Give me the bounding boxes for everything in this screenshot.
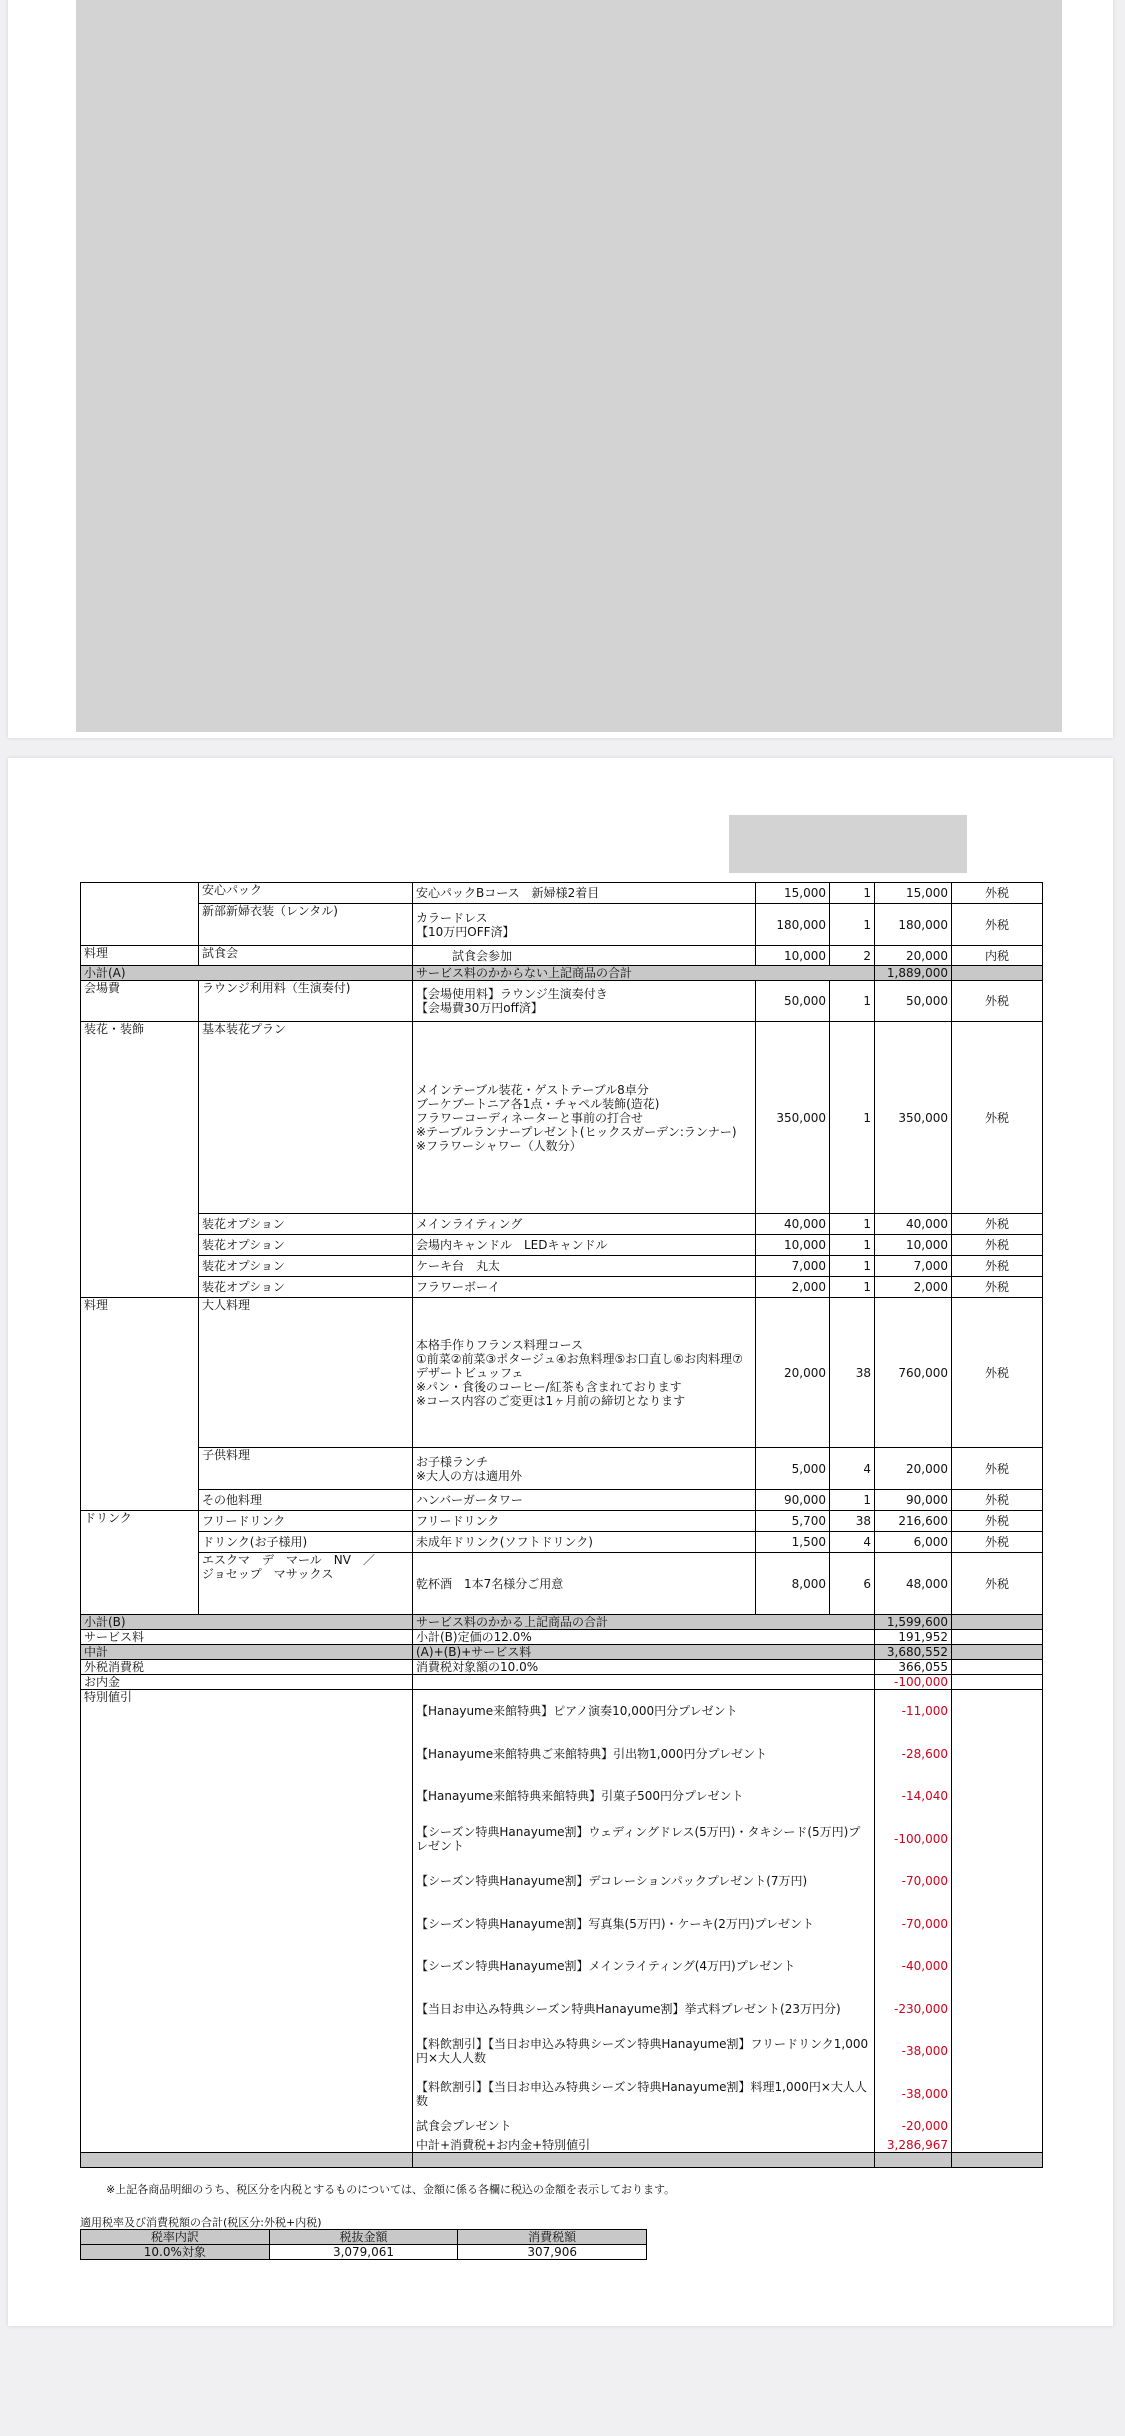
tax-type-cell: 外税 [952, 1235, 1043, 1256]
description-cell: ケーキ台 丸太 [413, 1256, 756, 1277]
item-cell: 新部新婦衣装（レンタル) [199, 904, 413, 946]
discount-description: 【シーズン特典Hanayume割】デコレーションパックプレゼント(7万円) [413, 1860, 875, 1903]
amount-cell: 20,000 [875, 1448, 952, 1490]
discount-amount: -100,000 [875, 1818, 952, 1860]
summary-amount: 366,055 [875, 1660, 952, 1675]
grand-total-row [81, 2153, 1043, 2168]
summary-amount [875, 2153, 952, 2168]
category-cell: ドリンク [81, 1511, 199, 1615]
tax-type-cell: 外税 [952, 981, 1043, 1022]
discount-amount: -11,000 [875, 1690, 952, 1733]
description-cell: 安心パックBコース 新婦様2着目 [413, 883, 756, 904]
price-cell: 10,000 [756, 946, 830, 966]
tax-amount-cell: 307,906 [458, 2245, 647, 2260]
description-cell: フラワーボーイ [413, 1277, 756, 1298]
discount-amount: -40,000 [875, 1945, 952, 1988]
tax-type-cell: 外税 [952, 1448, 1043, 1490]
table-row [81, 1490, 1043, 1511]
description-cell: お子様ランチ ※大人の方は適用外 [413, 1448, 756, 1490]
table-row [81, 1298, 1043, 1448]
summary-amount: 191,952 [875, 1630, 952, 1645]
tax-header-tax: 消費税額 [458, 2230, 647, 2245]
price-cell: 90,000 [756, 1490, 830, 1511]
tax-summary-caption: 適用税率及び消費税額の合計(税区分:外税+内税) [80, 2216, 322, 2229]
qty-cell: 1 [830, 1256, 875, 1277]
price-cell: 7,000 [756, 1256, 830, 1277]
price-cell: 5,000 [756, 1448, 830, 1490]
qty-cell: 4 [830, 1448, 875, 1490]
table-row [81, 1532, 1043, 1553]
amount-cell: 7,000 [875, 1256, 952, 1277]
tax-summary-header [81, 2230, 647, 2245]
item-cell: 装花オプション [199, 1235, 413, 1256]
discount-amount: -70,000 [875, 1903, 952, 1945]
discount-amount: -230,000 [875, 1988, 952, 2030]
summary-label [81, 2153, 413, 2168]
description-cell: 会場内キャンドル LEDキャンドル [413, 1235, 756, 1256]
tax-type-cell: 外税 [952, 1553, 1043, 1615]
item-cell: 試食会 [199, 946, 413, 966]
item-cell: ラウンジ利用料（生演奏付) [199, 981, 413, 1022]
category-cell: 会場費 [81, 981, 199, 1022]
qty-cell: 1 [830, 1214, 875, 1235]
discount-description: 試食会プレゼント [413, 2115, 875, 2138]
description-cell: メインライティング [413, 1214, 756, 1235]
qty-cell: 1 [830, 904, 875, 946]
summary-description: (A)+(B)+サービス料 [413, 1645, 875, 1660]
table-row [81, 1511, 1043, 1532]
discount-description: 【シーズン特典Hanayume割】ウェディングドレス(5万円)・タキシード(5万円)プレゼント [413, 1818, 875, 1860]
tax-type-cell: 外税 [952, 1256, 1043, 1277]
discount-amount: -28,600 [875, 1733, 952, 1775]
table-row [81, 946, 1043, 966]
price-cell: 15,000 [756, 883, 830, 904]
tax-type-cell: 外税 [952, 1511, 1043, 1532]
discount-amount: -20,000 [875, 2115, 952, 2138]
document-page-2 [8, 758, 1113, 2326]
subtotal-row [81, 966, 1043, 981]
subtotal-row [81, 1615, 1043, 1630]
amount-cell: 50,000 [875, 981, 952, 1022]
summary-label: お内金 [81, 1675, 413, 1690]
qty-cell: 38 [830, 1298, 875, 1448]
qty-cell: 38 [830, 1511, 875, 1532]
description-cell: 未成年ドリンク(ソフトドリンク) [413, 1532, 756, 1553]
table-row [81, 904, 1043, 946]
item-cell: エスクマ デ マール NV ／ ジョセップ マサックス [199, 1553, 413, 1615]
table-row [81, 1553, 1043, 1615]
description-cell: カラードレス 【10万円OFF済】 [413, 904, 756, 946]
document-page-1 [8, 0, 1113, 738]
price-cell: 1,500 [756, 1532, 830, 1553]
discount-description: 【Hanayume来館特典ご来館特典】引出物1,000円分プレゼント [413, 1733, 875, 1775]
qty-cell: 2 [830, 946, 875, 966]
summary-description [413, 1675, 875, 1690]
tax-header-rate: 税率内訳 [81, 2230, 270, 2245]
amount-cell: 760,000 [875, 1298, 952, 1448]
tax-type-cell: 外税 [952, 1532, 1043, 1553]
qty-cell: 6 [830, 1553, 875, 1615]
table-row [81, 981, 1043, 1022]
tax-type-cell: 外税 [952, 1298, 1043, 1448]
summary-amount: 1,889,000 [875, 966, 952, 981]
summary-amount: -100,000 [875, 1675, 952, 1690]
summary-row [81, 1660, 1043, 1675]
qty-cell: 4 [830, 1532, 875, 1553]
price-cell: 180,000 [756, 904, 830, 946]
discount-description: 【料飲割引】【当日お申込み特典シーズン特典Hanayume割】料理1,000円×大人人数 [413, 2073, 875, 2115]
discount-description: 【当日お申込み特典シーズン特典Hanayume割】挙式料プレゼント(23万円分) [413, 1988, 875, 2030]
item-cell: 装花オプション [199, 1256, 413, 1277]
tax-base-cell: 3,079,061 [269, 2245, 458, 2260]
price-cell: 8,000 [756, 1553, 830, 1615]
item-cell: 装花オプション [199, 1214, 413, 1235]
table-row [81, 1022, 1043, 1214]
qty-cell: 1 [830, 981, 875, 1022]
amount-cell: 350,000 [875, 1022, 952, 1214]
price-cell: 5,700 [756, 1511, 830, 1532]
summary-description: 小計(B)定価の12.0% [413, 1630, 875, 1645]
category-cell: 料理 [81, 1298, 199, 1511]
tax-summary-table [80, 2229, 647, 2260]
item-cell: 大人料理 [199, 1298, 413, 1448]
amount-cell: 6,000 [875, 1532, 952, 1553]
table-row [81, 1235, 1043, 1256]
item-cell: 装花オプション [199, 1277, 413, 1298]
discount-label: 特別値引 [81, 1690, 413, 2153]
tax-type-cell: 外税 [952, 1490, 1043, 1511]
category-cell [81, 883, 199, 946]
category-cell: 装花・装飾 [81, 1022, 199, 1298]
discount-description: 【Hanayume来館特典】ピアノ演奏10,000円分プレゼント [413, 1690, 875, 1733]
description-cell: 【会場使用料】ラウンジ生演奏付き 【会場費30万円off済】 [413, 981, 756, 1022]
summary-row [81, 1630, 1043, 1645]
category-cell: 料理 [81, 946, 199, 966]
item-cell: その他料理 [199, 1490, 413, 1511]
qty-cell: 1 [830, 1490, 875, 1511]
summary-amount: 1,599,600 [875, 1615, 952, 1630]
summary-label: サービス料 [81, 1630, 413, 1645]
discount-amount: -14,040 [875, 1775, 952, 1818]
amount-cell: 15,000 [875, 883, 952, 904]
price-cell: 40,000 [756, 1214, 830, 1235]
discount-amount: -38,000 [875, 2030, 952, 2073]
item-cell: 子供料理 [199, 1448, 413, 1490]
discount-amount: -70,000 [875, 1860, 952, 1903]
tax-type-cell: 外税 [952, 883, 1043, 904]
discount-amount: 3,286,967 [875, 2138, 952, 2153]
redacted-area [729, 815, 967, 873]
tax-type-cell: 外税 [952, 1214, 1043, 1235]
description-cell: 乾杯酒 1本7名様分ご用意 [413, 1553, 756, 1615]
price-cell: 20,000 [756, 1298, 830, 1448]
description-cell: ハンバーガータワー [413, 1490, 756, 1511]
redacted-area [76, 0, 1062, 732]
tax-rate-cell: 10.0%対象 [81, 2245, 270, 2260]
price-cell: 50,000 [756, 981, 830, 1022]
tax-header-base: 税抜金額 [269, 2230, 458, 2245]
description-cell: メインテーブル装花・ゲストテーブル8卓分 ブーケブートニア各1点・チャペル装飾(造花) フラワーコーディネーターと事前の打合せ ※テーブルランナープレゼント(ヒックスガーデン:ランナー) ※フラワーシャワー（人数分） [413, 1022, 756, 1214]
description-cell: 本格手作りフランス料理コース ①前菜②前菜③ポタージュ④お魚料理⑤お口直し⑥お肉料理⑦デザートビュッフェ ※パン・食後のコーヒー/紅茶も含まれております ※コース内容のご変更は1ヶ月前の締切となります [413, 1298, 756, 1448]
price-cell: 350,000 [756, 1022, 830, 1214]
discount-description: 【Hanayume来館特典来館特典】引菓子500円分プレゼント [413, 1775, 875, 1818]
discount-row [81, 1690, 1043, 1733]
discount-amount: -38,000 [875, 2073, 952, 2115]
amount-cell: 180,000 [875, 904, 952, 946]
item-cell: 基本装花プラン [199, 1022, 413, 1214]
description-cell: フリードリンク [413, 1511, 756, 1532]
description-cell: 試食会参加 [413, 946, 756, 966]
discount-description: 【料飲割引】【当日お申込み特典シーズン特典Hanayume割】フリードリンク1,000円×大人人数 [413, 2030, 875, 2073]
item-cell: ドリンク(お子様用) [199, 1532, 413, 1553]
amount-cell: 48,000 [875, 1553, 952, 1615]
amount-cell: 2,000 [875, 1277, 952, 1298]
amount-cell: 90,000 [875, 1490, 952, 1511]
table-row [81, 1256, 1043, 1277]
amount-cell: 216,600 [875, 1511, 952, 1532]
tax-note: ※上記各商品明細のうち、税区分を内税とするものについては、金額に係る各欄に税込の金額を表示しております。 [106, 2183, 676, 2196]
discount-description: 【シーズン特典Hanayume割】写真集(5万円)・ケーキ(2万円)プレゼント [413, 1903, 875, 1945]
summary-description: 消費税対象額の10.0% [413, 1660, 875, 1675]
qty-cell: 1 [830, 1022, 875, 1214]
table-row [81, 1277, 1043, 1298]
summary-description: サービス料のかかる上記商品の合計 [413, 1615, 875, 1630]
summary-description [413, 2153, 875, 2168]
tax-type-cell: 外税 [952, 1022, 1043, 1214]
invoice-table [80, 882, 1043, 2168]
price-cell: 2,000 [756, 1277, 830, 1298]
price-cell: 10,000 [756, 1235, 830, 1256]
summary-label: 中計 [81, 1645, 413, 1660]
summary-amount: 3,680,552 [875, 1645, 952, 1660]
table-row [81, 883, 1043, 904]
qty-cell: 1 [830, 1235, 875, 1256]
table-row [81, 1214, 1043, 1235]
discount-description: 中計+消費税+お内金+特別値引 [413, 2138, 875, 2153]
summary-label: 小計(B) [81, 1615, 413, 1630]
summary-row [81, 1675, 1043, 1690]
item-cell: 安心パック [199, 883, 413, 904]
tax-type-cell: 外税 [952, 1277, 1043, 1298]
amount-cell: 20,000 [875, 946, 952, 966]
amount-cell: 40,000 [875, 1214, 952, 1235]
qty-cell: 1 [830, 1277, 875, 1298]
summary-description: サービス料のかからない上記商品の合計 [413, 966, 875, 981]
qty-cell: 1 [830, 883, 875, 904]
tax-type-cell: 外税 [952, 904, 1043, 946]
tax-summary-row [81, 2245, 647, 2260]
subtotal-row [81, 1645, 1043, 1660]
amount-cell: 10,000 [875, 1235, 952, 1256]
tax-type-cell: 内税 [952, 946, 1043, 966]
item-cell: フリードリンク [199, 1511, 413, 1532]
discount-description: 【シーズン特典Hanayume割】メインライティング(4万円)プレゼント [413, 1945, 875, 1988]
summary-label: 小計(A) [81, 966, 413, 981]
summary-label: 外税消費税 [81, 1660, 413, 1675]
table-row [81, 1448, 1043, 1490]
